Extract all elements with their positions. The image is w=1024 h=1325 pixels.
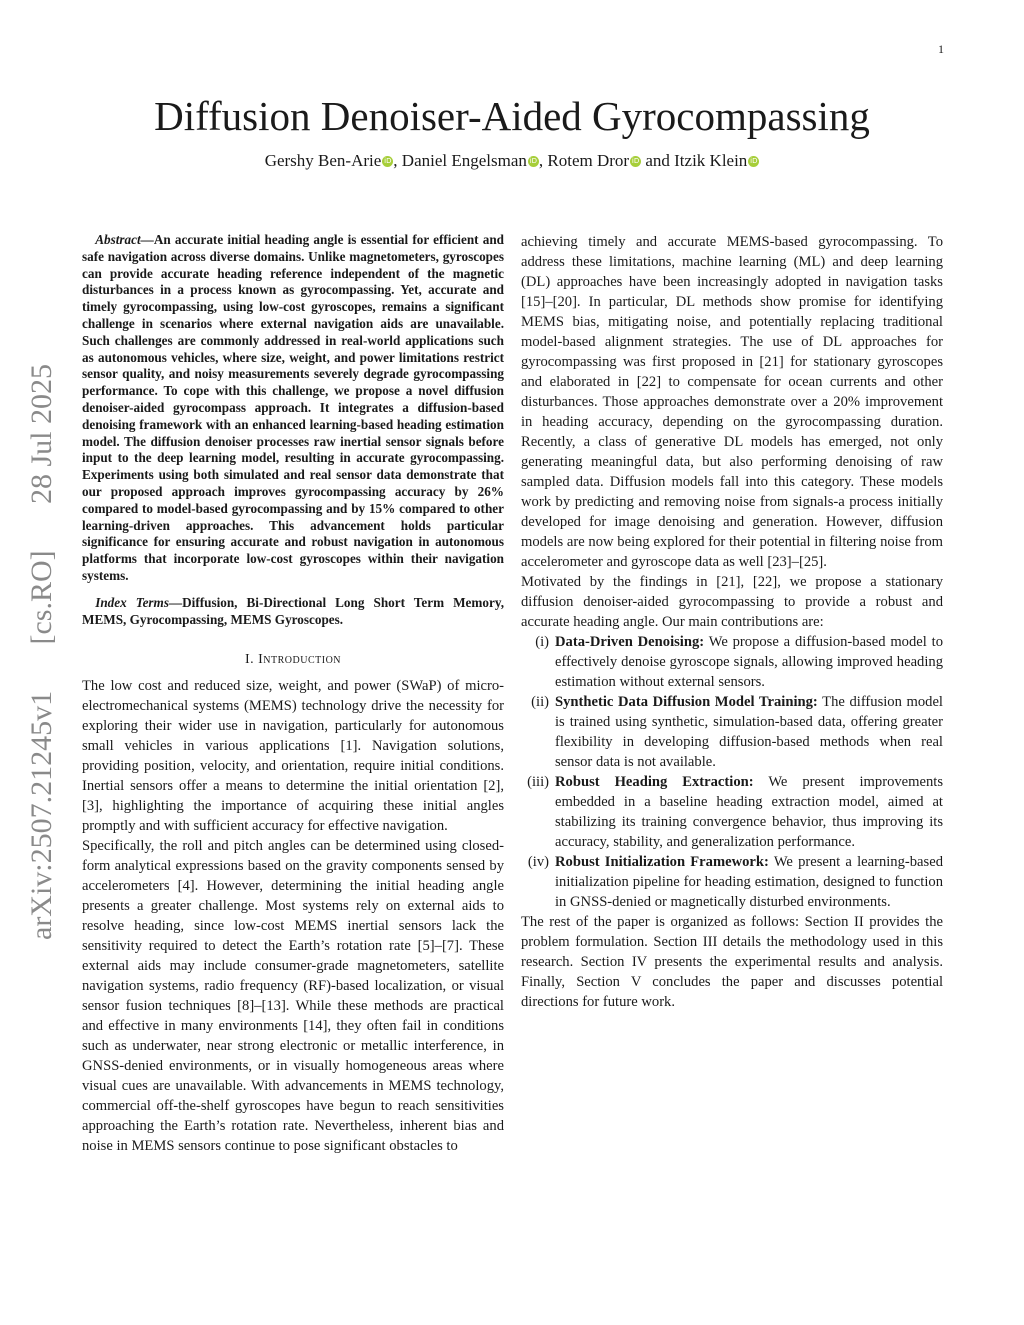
author-list (0, 150, 1024, 172)
list-item-title: Robust Initialization Framework: (555, 854, 769, 870)
orcid-icon[interactable]: iD (631, 157, 640, 165)
arxiv-date: 28 Jul 2025 (25, 364, 58, 505)
abstract-text: An accurate initial heading angle is essential for efficient and safe navigation across diverse domains. Unlike magnetometers, gyroscopes can provide accurate heading reference independent of the magnetic disturbances in a process known as gyrocompassing. Yet, accurate and timely gyrocompassing, using low-cost gyroscopes, remains a significant challenge in scenarios where external navigation aids are unavailable. Such challenges are commonly addressed in real-world applications such as autonomous vehicles, where size, weight, and power limitations restrict sensor quality, and noisy measurements severely degrade gyrocompassing performance. To cope with this challenge, we propose a novel diffusion denoiser-aided gyrocompass approach. It integrates a diffusion-based denoising framework with an enhanced learning-based heading estimation model. The diffusion denoiser processes raw inertial sensor signals before input to the deep learning model, resulting in accurate gyrocompassing. Experiments using both simulated and real sensor data demonstrate that our proposed approach improves gyrocompassing accuracy by 26% compared to model-based gyrocompassing and by 15% compared to other learning-driven approaches. This advancement holds particular significance for ensuring accurate and robust navigation in autonomous platforms that incorporate low-cost gyroscopes within their navigation systems. (82, 232, 504, 583)
paragraph: Motivated by the findings in [21], [22], we propose a stationary diffusion denoiser-aided gyrocompassing to provide a robust and accurate heading angle. Our main contributions are: (521, 574, 943, 630)
list-item-text: The diffusion model is trained using synthetic, simulation-based data, offering greater flexibility in developing diffusion-based methods when real sensor data is not available. (555, 694, 943, 770)
list-item-text: We present improvements embedded in a baseline heading extraction model, aimed at stabilizing its training convergence behavior, thus improving its accuracy, stability, and generalization performance. (555, 774, 943, 850)
list-marker: (iv) (527, 854, 549, 870)
abstract-label: Abstract— (95, 232, 154, 247)
arxiv-id: arXiv:2507.21245v1 (25, 690, 58, 940)
abstract (82, 232, 504, 585)
list-item (521, 772, 943, 852)
arxiv-stamp (22, 364, 62, 940)
page-number: 1 (938, 42, 944, 56)
index-terms-text: Diffusion, Bi-Directional Long Short Term Memory, MEMS, Gyrocompassing, MEMS Gyroscopes. (82, 594, 504, 627)
list-item-body (555, 852, 943, 912)
author-name: Gershy Ben-Arie (264, 151, 382, 170)
author-name: Rotem Dror (547, 151, 630, 170)
orcid-icon[interactable]: iD (529, 157, 538, 165)
list-item-body (555, 772, 943, 852)
paragraph: The low cost and reduced size, weight, and power (SWaP) of micro-electromechanical systems (MEMS) technology drive the necessity for exploring their wider use in navigation, particularly for autonomous small vehicles in various applications [1]. Navigation solutions, providing position, velocity, and orientation, require initial conditions. Inertial sensors offer a means to determine the initial orientation [2], [3], highlighting the importance of acquiring these initial angles promptly and with sufficient accuracy for effective navigation. (82, 678, 504, 835)
list-item-text: We present a learning-based initialization pipeline for heading estimation, designed to function in GNSS-denied or magnetically disturbed environments. (555, 854, 943, 910)
paragraph: achieving timely and accurate MEMS-based gyrocompassing. To address these limitations, machine learning (ML) and deep learning (DL) approaches have been increasingly adopted in navigation tasks [15]–[20]. In particular, DL methods show promise for identifying MEMS bias, mitigating noise, and potentially replacing traditional model-based alignment strategies. The use of DL approaches for gyrocompassing was first proposed in [21] for stationary gyroscopes and elaborated in [22] to compensate for ocean currents and other disturbances. Those approaches demonstrate over a 20% improvement in heading accuracy, depending on the gyrocompassing duration. Recently, a class of generative DL models has emerged, not only generating meaningful data, but also performing denoising of raw sampled data. Diffusion models fall into this category. These models work by predicting and removing noise from signals-a process initially developed for image denoising and generation. However, diffusion models are now being explored for their potential in filtering noise from accelerometer and gyroscope data as well [23]–[25]. (521, 234, 943, 570)
list-item (521, 852, 943, 912)
list-marker: (iii) (527, 774, 549, 790)
author-name: Itzik Klein (674, 151, 748, 170)
list-item-body (555, 692, 943, 772)
author-name: Daniel Engelsman (401, 151, 527, 170)
paragraph: Specifically, the roll and pitch angles can be determined using closed-form analytical expressions based on the gravity components sensed by accelerometers [4]. However, determining the initial heading angle presents a greater challenge. Most systems rely on external aids to resolve heading, since low-cost MEMS inertial sensors lack the sensitivity required to detect the Earth’s rotation rate [5]–[7]. These external aids may include consumer-grade magnetometers, satellite navigation systems, radio frequency (RF)-based localization, or visual sensor fusion techniques [8]–[13]. While these methods are practical and effective in many environments [14], they often fail in conditions such as underwater, near strong electronic or metallic interference, in GNSS-denied environments, or in visually homogeneous areas where visual cues are unavailable. With advancements in MEMS technology, commercial off-the-shelf gyroscopes have begun to reach sensitivities approaching the Earth’s rotation rate. Nevertheless, inherent bias and noise in MEMS sensors continue to pose significant obstacles to (82, 838, 504, 1155)
right-column (521, 232, 943, 1012)
index-terms (82, 595, 504, 629)
paragraph: The rest of the paper is organized as follows: Section II provides the problem formulation. Section III details the methodology used in this research. Section IV presents the experimental results and analysis. Finally, Section V concludes the paper and discusses potential directions for future work. (521, 914, 943, 1010)
list-item (521, 692, 943, 772)
orcid-icon[interactable]: iD (384, 157, 392, 165)
list-item-body (555, 632, 943, 692)
list-item-title: Robust Heading Extraction: (555, 774, 754, 790)
list-item-text: We propose a diffusion-based model to effectively denoise gyroscope signals, allowing improved heading estimation without external sensors. (555, 634, 943, 690)
list-item-title: Data-Driven Denoising: (555, 634, 705, 650)
index-terms-label: Index Terms— (95, 594, 183, 610)
author-separator: , (393, 151, 402, 170)
left-column (82, 232, 504, 1156)
list-marker: (ii) (531, 694, 549, 710)
contribution-list (521, 632, 943, 912)
author-separator: , (538, 151, 548, 170)
list-marker: (i) (535, 634, 549, 650)
arxiv-category: [cs.RO] (25, 550, 58, 645)
section-heading: I. Introduction (244, 652, 342, 668)
list-item-title: Synthetic Data Diffusion Model Training: (555, 694, 818, 710)
orcid-icon[interactable]: iD (750, 157, 758, 165)
paper-title: Diffusion Denoiser-Aided Gyrocompassing (154, 93, 870, 139)
author-separator: and (641, 151, 675, 170)
list-item (521, 632, 943, 692)
